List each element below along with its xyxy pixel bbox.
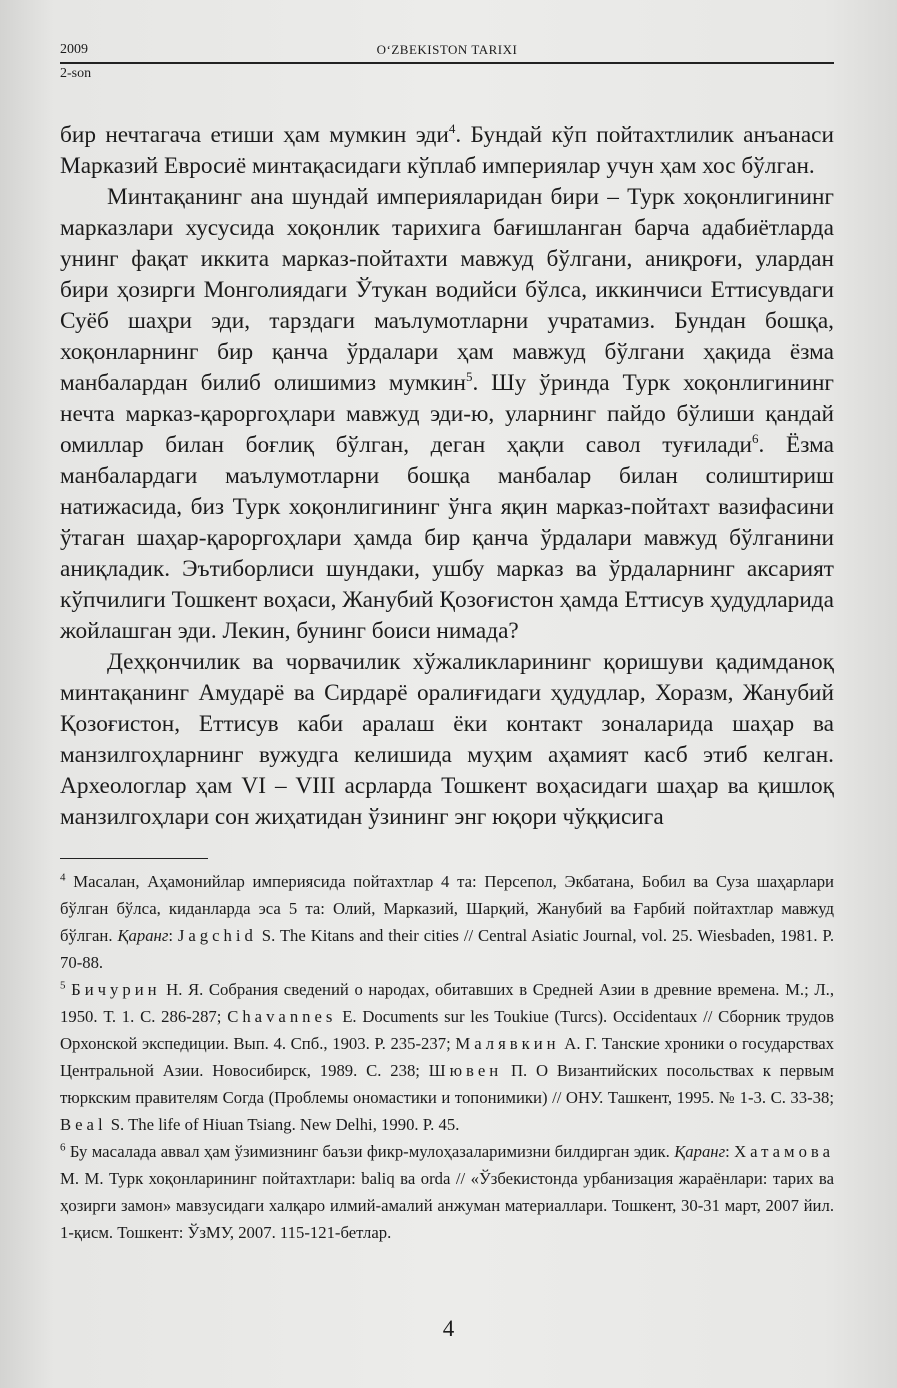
footnote-mark-4[interactable]: 4 (448, 121, 456, 137)
paragraph-2 (60, 182, 834, 647)
header-year: 2009 (60, 42, 88, 57)
see-reference: Қаранг (117, 926, 169, 945)
footnote-mark-6[interactable]: 6 (752, 431, 759, 447)
header-issue: 2-son (60, 66, 92, 81)
footnote-text: П. О Византийских посольствах к первым тюркским правителям Согда (Проблемы ономастики и топонимики) // ОНУ. Ташкент, 1995. № 1-3. С. 33-38; (60, 1061, 834, 1107)
cited-author: Jagchid (177, 926, 257, 945)
cited-author: Бичурин (71, 980, 161, 999)
main-text (60, 120, 834, 833)
header-rule (60, 62, 834, 64)
paragraph-2-text-c: . Ёзма манбалардаги маълумотларни бошқа манбалар билан солиштириш натижасида, биз Турк хоқонлигининг ўнга яқин марказ-пойтахт вазифасини ўтаган шаҳар-қароргоҳлари ҳамда бир қанча ўрдалари мавжуд бўлганини аниқладик. Эътиборлиси шундаки, ушбу марказ ва ўрдаларнинг аксарият кўпчилиги Тошкент воҳаси, Жанубий Қозоғистон ҳамда Еттисув ҳудудларида жойлашган эди. Лекин, бунинг боиси нимада? (60, 432, 834, 644)
paragraph-3: Деҳқончилик ва чорвачилик хўжаликларининг қоришуви қадимданоқ минтақанинг Амударё ва Сирдарё оралиғидаги ҳудудлар, Хоразм, Жанубий Қозоғистон, Еттисув каби аралаш ёки контакт зоналарида шаҳар ва манзилгоҳларнинг вужудга келишида муҳим аҳамият касб этиб келган. Археологлар ҳам VI – VIII асрларда Тошкент воҳасидаги шаҳар ва қишлоқ манзилгоҳлари сон жиҳатидан ўзининг энг юқори чўққисига (60, 649, 834, 830)
footnote-text: Н. Я. Собрания сведений о народах, обитавших в Средней Азии в древние времена. М.; Л., 1950. Т. 1. С. 286-287; (60, 980, 834, 1026)
cited-author: Chavannes (227, 1007, 337, 1026)
paragraph-1 (60, 120, 834, 182)
footnote-text: S. The Kitans and their cities // Central Asiatic Journal, vol. 25. Wiesbaden, 1981. P. 70-88. (60, 926, 835, 972)
paragraph-1-text-a: бир нечтагача етиши ҳам мумкин эди (60, 122, 449, 148)
cited-author: Малявкин (455, 1034, 560, 1053)
page-number: 4 (442, 1316, 455, 1341)
cited-author: Шювен (428, 1061, 503, 1080)
footnote-separator (60, 858, 208, 859)
footnote-number: 5 (60, 979, 66, 992)
see-reference: Қаранг (674, 1142, 726, 1161)
footnote-6 (60, 1138, 834, 1246)
footnote-text: А. Г. Танские хроники о государствах Центральной Азии. Новосибирск, 1989. С. 238; (60, 1034, 834, 1080)
footnote-mark-5[interactable]: 5 (465, 369, 473, 385)
footnote-text: Бу масалада аввал ҳам ўзимизнинг баъзи фикр-мулоҳазаларимизни билдирган эдик. (65, 1142, 675, 1161)
footnote-text: E. Documents sur les Toukiue (Turcs). Occidentaux // Сборник трудов Орхонской экспедиции. Вып. 4. Спб., 1903. Р. 235-237; (60, 1007, 834, 1053)
footnote-text: Масалан, Аҳамонийлар империясида пойтахтлар 4 та: Персепол, Экбатана, Бобил ва Суза шаҳарлари бўлган бўлса, киданларда эса 5 та: Олий, Марказий, Шарқий, Жанубий ва Ғарбий пойтахтлар мавжуд бўлган. (60, 872, 834, 945)
journal-title: O‘ZBEKISTON TARIXI (376, 42, 518, 57)
paragraph-2-text-b: . Шу ўринда Турк хоқонлигининг нечта марказ-қароргоҳлари мавжуд эди-ю, уларнинг пайдо бўлиши қандай омиллар билан боғлиқ бўлган, деган ҳақли савол туғилади (60, 370, 834, 458)
cited-author: Beal (60, 1115, 107, 1134)
footnote-number: 4 (60, 871, 66, 884)
paragraph-2-text-a: Минтақанинг ана шундай империяларидан бири – Турк хоқонлигининг марказлари хусусида хоқонлик тарихига бағишланган барча адабиётларда унинг фақат иккита марказ-пойтахти мавжуд бўлгани, аниқроғи, улардан бири ҳозирги Монголиядаги Ўтукан водийси бўлса, иккинчиси Еттисувдаги Суёб шаҳри эди, тарздаги маълумотларни учратамиз. Бундан бошқа, хоқонларнинг бир қанча ўрдалари ҳам мавжуд бўлгани ҳақида ёзма манбалардан билиб олишимиз мумкин (60, 184, 834, 396)
footnote-text: : (725, 1142, 735, 1161)
footnote-text: М. М. Турк хоқонларининг пойтахтлари: baliq ва orda // «Ўзбекистонда урбанизация жараёнлари: тарих ва ҳозирги замон» мавзусидаги халқаро илмий-амалий анжуман материаллари. Тошкент, 30-31 март, 2007 йил. 1-қисм. Тошкент: ЎзМУ, 2007. 115-121-бетлар. (60, 1169, 834, 1242)
footnote-text: S. The life of Hiuan Tsiang. New Delhi, 1990. P. 45. (106, 1115, 460, 1134)
footnote-4 (60, 868, 834, 976)
paragraph-1-text-b: . Бундай кўп пойтахтлилик анъанаси Марказий Евросиё минтақасидаги кўплаб империялар учун ҳам хос бўлган. (60, 122, 834, 179)
cited-author: Хатамова (734, 1142, 834, 1161)
footnote-number: 6 (60, 1141, 66, 1154)
footnote-text: : (168, 926, 178, 945)
running-header (60, 42, 834, 81)
footnotes (60, 868, 834, 1246)
footnote-5 (60, 976, 834, 1138)
